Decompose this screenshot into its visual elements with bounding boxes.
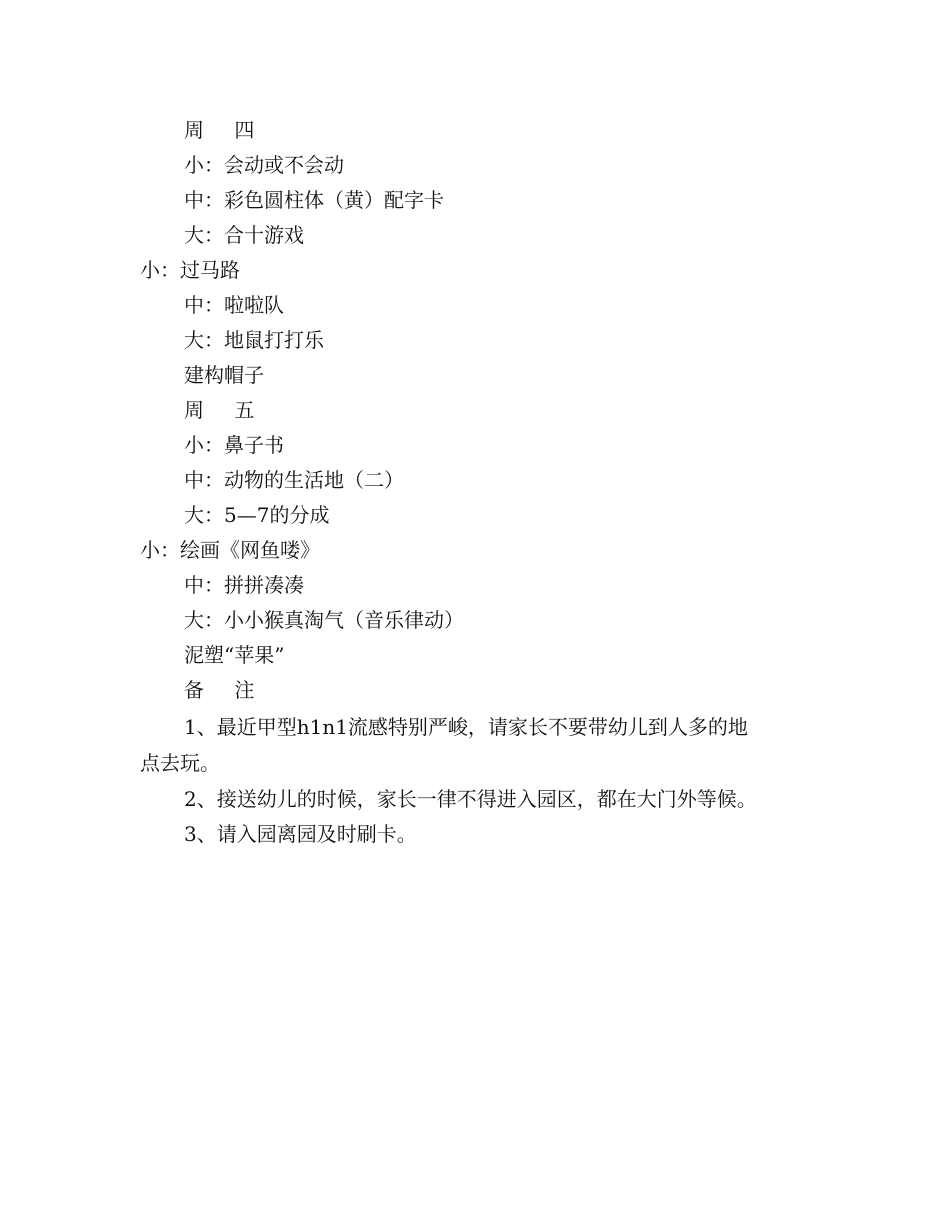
activity-line: 大：5—7的分成 bbox=[184, 503, 330, 527]
activity-line: 中：拼拼凑凑 bbox=[184, 573, 304, 597]
notes-heading: 备 注 bbox=[184, 678, 267, 702]
activity-line: 小：会动或不会动 bbox=[184, 153, 344, 177]
activity-line: 泥塑“苹果” bbox=[184, 643, 285, 667]
activity-line: 小：过马路 bbox=[140, 258, 240, 282]
note-item-2: 2、接送幼儿的时候，家长一律不得进入园区，都在大门外等候。 bbox=[184, 787, 757, 811]
note-item-1-continuation: 点去玩。 bbox=[140, 751, 220, 775]
activity-line: 大：地鼠打打乐 bbox=[184, 328, 324, 352]
day-heading-friday: 周 五 bbox=[184, 398, 267, 422]
day-heading-thursday: 周 四 bbox=[184, 118, 267, 142]
activity-line: 小：绘画《网鱼喽》 bbox=[140, 538, 320, 562]
activity-line: 大：合十游戏 bbox=[184, 223, 304, 247]
activity-line: 小：鼻子书 bbox=[184, 433, 284, 457]
activity-line: 大：小小猴真淘气（音乐律动） bbox=[184, 608, 464, 632]
activity-line: 中：动物的生活地（二） bbox=[184, 468, 404, 492]
activity-line: 中：啦啦队 bbox=[184, 293, 284, 317]
activity-line: 中：彩色圆柱体（黄）配字卡 bbox=[184, 188, 444, 212]
activity-line: 建构帽子 bbox=[184, 363, 264, 387]
note-item-3: 3、请入园离园及时刷卡。 bbox=[184, 822, 417, 846]
note-item-1: 1、最近甲型h1n1流感特别严峻，请家长不要带幼儿到人多的地 bbox=[184, 715, 748, 739]
